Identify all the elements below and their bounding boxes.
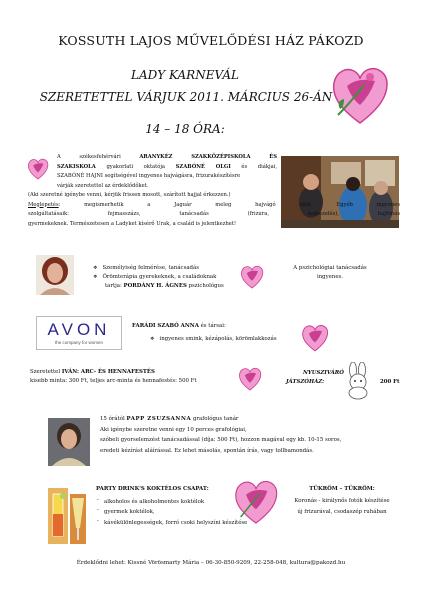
psych-list: ❖ Személyiség felmérése, tanácsadás ❖ Örömterápia gyerekeknek, a családoknak tartja: PORDÁNY H. ÁGNES pszichológus	[93, 264, 253, 291]
footer-contact: Érdeklődni lehet: Kissné Vörösmarty Mária – 06-30-850-9209, 22-258-048, kultura@pakozd.hu	[76, 560, 346, 566]
header-title: KOSSUTH LAJOS MŰVELŐDÉSI HÁZ PÁKOZD	[58, 33, 364, 48]
painting-text: Szeretettel IVÁN: ARC- ÉS HENNAFESTÉS kisebb minta: 300 Ft, teljes arc-minta és hennafestés: 500 Ft	[30, 369, 197, 384]
psychologist-photo	[36, 255, 74, 295]
cocktail-photo	[48, 488, 68, 544]
heart-icon	[238, 365, 262, 393]
heart-icon	[240, 263, 264, 291]
drinks-bullets: - - -	[97, 496, 99, 524]
drinks-item: alkoholos és alkoholmentes koktélok	[104, 498, 205, 505]
avon-logo: AVON the company for women	[36, 316, 122, 350]
event-name: LADY KARNEVÁL	[131, 68, 239, 82]
list-item: ❖ Személyiség felmérése, tanácsadás	[93, 264, 253, 273]
school-text: A székesfehérvári ARANYKÉZ SZAKKÖZÉPISKOLA ÉS SZAKISKOLA gyakorlati oktatója SZABÓNÉ OLGI és diákjai, SZABÓNÉ HAJNI segítségével ingyenes hajvágásra, frizurakészítésre várják szeretettel az érdeklődőket.	[57, 154, 278, 189]
school-text-2: (Aki szeretné igénybe venni, kérjük frissen mosott, szárított hajjal érkezzen.) Meglepetés: megismerhetik a Jaguár meleg hajvágó ollót. Egyéb ingyenes szolgáltatásaik: fejmasszázs, tanácsadás (frizura, hajkezelés), hajfonás gyermekeknek. Természetesen a Ladyket kísérő Urak, a család is jelentkezhet!	[28, 192, 400, 227]
list-item: ❖ Örömterápia gyerekeknek, a családoknak	[93, 273, 253, 282]
playhouse-label: JÁTSZÓHÁZ:	[286, 379, 325, 385]
heart-icon	[27, 156, 49, 182]
heart-icon	[301, 322, 329, 354]
graphology-text: 15 órától PAPP ZSUZSANNA grafológus tanár Aki igénybe szeretne venni egy 10 perces grafológiai, szóbeli gyorselemzést tanácsadással (díja: 500 Ft), hozzon magával egy kb. 10-15 soros, eredeti kézírást aláírással. Ez lehet másolás, spontán írás, vagy tollbamondás.	[100, 416, 342, 454]
playhouse-price: 200 Ft	[380, 379, 400, 385]
nyuszi-label: NYUSZIVÁRÓ	[303, 370, 344, 376]
avon-text: FARÁDI SZABÓ ANNA és társai: ❖ ingyenes smink, kézápolás, körömlakkozás	[132, 322, 312, 344]
list-item: ❖ ingyenes smink, kézápolás, körömlakkozás	[150, 335, 312, 344]
mirror-section: TÜKRÖM – TÜKRÖM: Koronás - királynős fotók készítése új frizurával, csodaszép ruhában	[294, 486, 390, 515]
graphologist-photo	[48, 418, 90, 466]
event-time: 14 – 18 ÓRA:	[145, 122, 225, 136]
psych-note: A pszichológiai tanácsadás ingyenes.	[293, 265, 367, 280]
event-invite: SZERETETTEL VÁRJUK 2011. MÁRCIUS 26-ÁN	[39, 90, 333, 104]
drinks-section: PARTY DRINK'S KOKTÉLOS CSAPAT: alkoholos és alkoholmentes koktélok gyermek koktélok, kávékülönlegességek, forró csoki helyszíni készítése	[96, 484, 266, 528]
drinks-item: gyermek koktélok,	[104, 509, 155, 515]
heart-logo-icon	[330, 63, 390, 128]
cocktail-photo	[70, 494, 86, 544]
heart-logo-icon	[233, 476, 279, 528]
bunny-icon	[341, 362, 375, 400]
drinks-item: kávékülönlegességek, forró csoki helyszíni készítése	[104, 519, 248, 526]
